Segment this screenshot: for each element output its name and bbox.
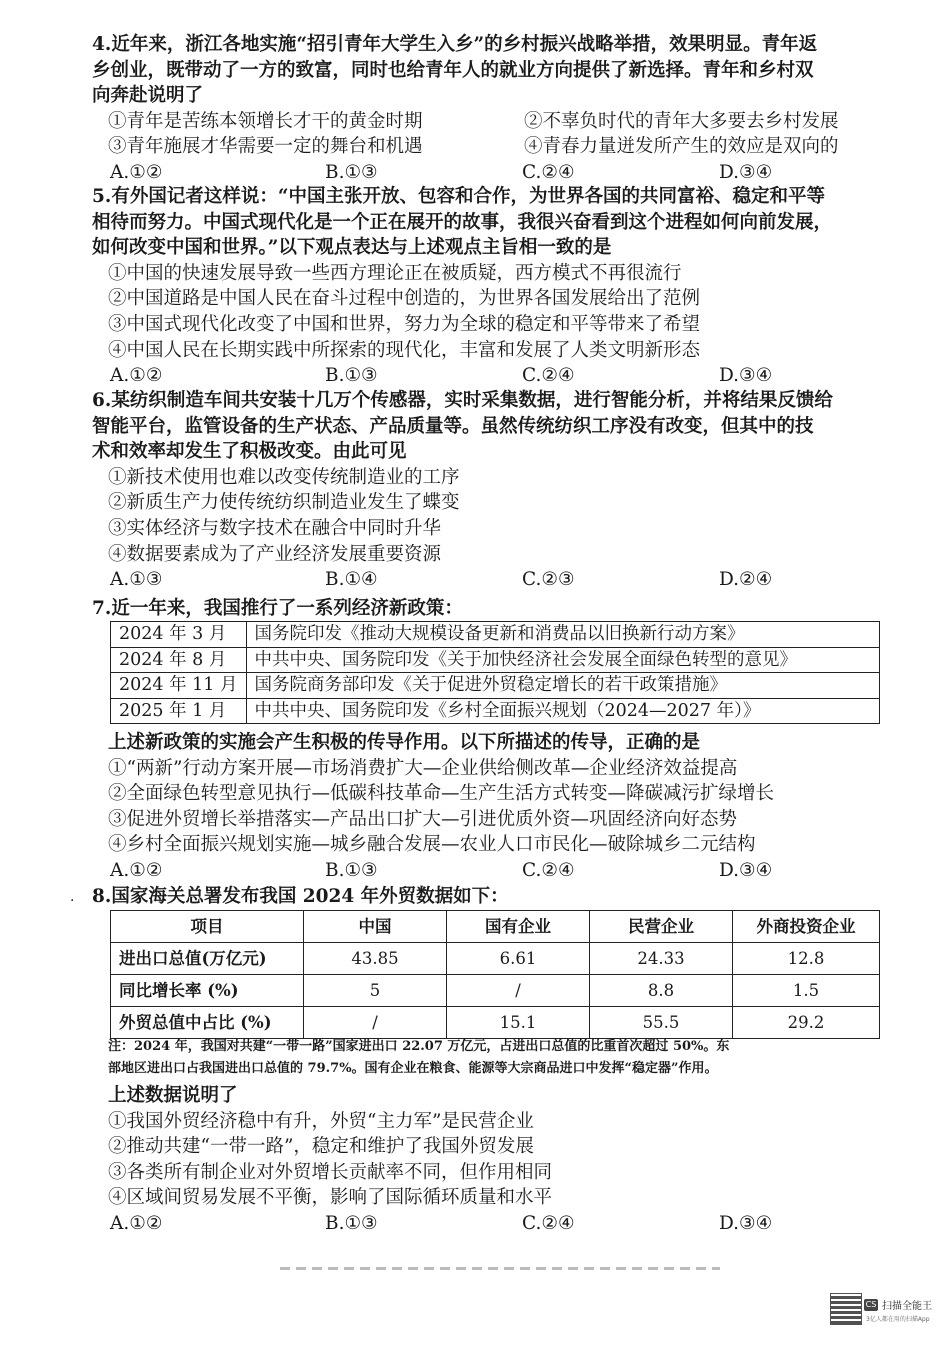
q4-stem-line: 乡创业，既带动了一方的致富，同时也给青年人的就业方向提供了新选择。青年和乡村双 <box>92 59 814 81</box>
question-8 <box>92 884 892 910</box>
q4-stem-line: 向奔赴说明了 <box>92 85 204 107</box>
policy-text: 国务院商务部印发《关于促进外贸稳定增长的若干政策措施》 <box>246 673 880 699</box>
q5-item-3: ③中国式现代化改变了中国和世界，努力为全球的稳定和平等带来了希望 <box>108 313 701 335</box>
table-cell: 24.33 <box>590 943 733 975</box>
table-header-row <box>111 911 880 943</box>
table-cell: 55.5 <box>590 1007 733 1039</box>
q4-options <box>92 160 892 186</box>
q4-item-4: ④青春力量迸发所产生的效应是双向的 <box>524 136 839 158</box>
q7-options <box>92 858 892 884</box>
q6-item-1: ①新技术使用也难以改变传统制造业的工序 <box>108 466 460 488</box>
q8-question: 上述数据说明了 <box>108 1085 238 1106</box>
table-row <box>111 698 880 724</box>
q7-stem: 7.近一年来，我国推行了一系列经济新政策： <box>92 598 463 619</box>
page-footer-faded <box>280 1263 720 1273</box>
table-cell: 15.1 <box>447 1007 590 1039</box>
q6-option-b: B.①④ <box>325 569 378 591</box>
table-cell: 5 <box>304 975 447 1007</box>
q7-item-3: ③促进外贸增长举措落实—产品出口扩大—引进优质外资—巩固经济向好态势 <box>108 808 738 830</box>
q4-items-row <box>92 134 892 160</box>
q7-item-4: ④乡村全面振兴规划实施—城乡融合发展—农业人口市民化—破除城乡二元结构 <box>108 834 756 856</box>
q5-option-b: B.①③ <box>325 365 378 387</box>
q8-trade-table <box>110 910 880 1039</box>
scanner-sublabel: 3亿人都在用的扫描App <box>866 1316 930 1323</box>
q8-option-b: B.①③ <box>325 1212 378 1234</box>
q5-option-a: A.①② <box>110 365 163 387</box>
q4-item-2: ②不辜负时代的青年大多要去乡村发展 <box>524 110 839 132</box>
q8-item-3: ③各类所有制企业对外贸增长贡献率不同，但作用相同 <box>108 1161 553 1183</box>
q6-item-2: ②新质生产力使传统纺织制造业发生了蝶变 <box>108 492 460 514</box>
q7-item-1: ①“两新”行动方案开展—市场消费扩大—企业供给侧改革—企业经济效益提高 <box>108 757 738 779</box>
q5-option-c: C.②④ <box>522 365 575 387</box>
q8-stem: 8.国家海关总署发布我国 2024 年外贸数据如下： <box>92 886 509 907</box>
q6-item-3: ③实体经济与数字技术在融合中同时升华 <box>108 517 442 539</box>
scanner-label: 扫描全能王 <box>882 1301 932 1312</box>
q5-item-4: ④中国人民在长期实践中所探索的现代化，丰富和发展了人类文明新形态 <box>108 339 701 361</box>
table-cell: 29.2 <box>733 1007 880 1039</box>
question-5 <box>92 184 892 389</box>
q7-option-d: D.③④ <box>719 859 773 881</box>
row-label: 进出口总值(万亿元) <box>111 943 304 975</box>
note-line: 注：2024 年，我国对共建“一带一路”国家进出口 22.07 万亿元，占进出口总值的比重首次超过 50%。东 <box>108 1039 730 1054</box>
q4-option-b: B.①③ <box>325 161 378 183</box>
q8-note <box>108 1036 888 1080</box>
q6-stem-line: 术和效率却发生了积极改变。由此可见 <box>92 441 407 463</box>
q5-stem-line: 相待而努力。中国式现代化是一个正在展开的故事，我很兴奋看到这个进程如何向前发展， <box>92 211 833 233</box>
question-4 <box>92 32 892 186</box>
table-cell: 43.85 <box>304 943 447 975</box>
row-label: 同比增长率 (%) <box>111 975 304 1007</box>
q5-option-d: D.③④ <box>719 365 773 387</box>
table-row <box>111 673 880 699</box>
note-line: 部地区进出口占我国进出口总值的 79.7%。国有企业在粮食、能源等大宗商品进口中发挥“稳定器”作用。 <box>108 1061 718 1076</box>
q4-option-c: C.②④ <box>522 161 575 183</box>
q7-question: 上述新政策的实施会产生积极的传导作用。以下所描述的传导，正确的是 <box>108 732 701 753</box>
q8-option-a: A.①② <box>110 1212 163 1234</box>
table-cell: / <box>447 975 590 1007</box>
q7-option-c: C.②④ <box>522 859 575 881</box>
policy-date: 2024 年 3 月 <box>111 622 247 648</box>
q8-option-c: C.②④ <box>522 1212 575 1234</box>
question-7-body <box>92 730 892 884</box>
policy-date: 2025 年 1 月 <box>111 698 247 724</box>
q8-options <box>92 1211 892 1237</box>
question-6 <box>92 388 892 593</box>
policy-text: 中共中央、国务院印发《乡村全面振兴规划（2024—2027 年）》 <box>246 698 880 724</box>
q4-stem-line: 4.近年来，浙江各地实施“招引青年大学生入乡”的乡村振兴战略举措，效果明显。青年返 <box>92 34 818 55</box>
stray-dot: · <box>70 893 75 909</box>
q7-option-a: A.①② <box>110 859 163 881</box>
table-cell: / <box>304 1007 447 1039</box>
q6-stem-line: 智能平台，监管设备的生产状态、产品质量等。虽然传统纺织工序没有改变，但其中的技 <box>92 415 814 437</box>
question-7 <box>92 596 892 622</box>
table-cell: 1.5 <box>733 975 880 1007</box>
q6-option-a: A.①③ <box>110 569 163 591</box>
table-cell: 8.8 <box>590 975 733 1007</box>
q4-option-d: D.③④ <box>719 161 773 183</box>
q5-stem-line: 如何改变中国和世界。”以下观点表达与上述观点主旨相一致的是 <box>92 237 612 259</box>
table-row <box>111 622 880 648</box>
q7-item-2: ②全面绿色转型意见执行—低碳科技革命—生产生活方式转变—降碳减污扩绿增长 <box>108 783 775 805</box>
q5-item-1: ①中国的快速发展导致一些西方理论正在被质疑，西方模式不再很流行 <box>108 262 682 284</box>
table-row <box>111 1007 880 1039</box>
qr-code-icon <box>830 1293 862 1325</box>
row-label: 外贸总值中占比 (%) <box>111 1007 304 1039</box>
q8-option-d: D.③④ <box>719 1212 773 1234</box>
table-row <box>111 975 880 1007</box>
policy-date: 2024 年 11 月 <box>111 673 247 699</box>
header-cell: 民营企业 <box>590 911 733 943</box>
table-cell: 6.61 <box>447 943 590 975</box>
q6-stem-line: 6.某纺织制造车间共安装十几万个传感器，实时采集数据，进行智能分析，并将结果反馈给 <box>92 390 833 411</box>
table-row <box>111 647 880 673</box>
q4-item-3: ③青年施展才华需要一定的舞台和机遇 <box>108 136 423 158</box>
policy-text: 中共中央、国务院印发《关于加快经济社会发展全面绿色转型的意见》 <box>246 647 880 673</box>
q8-item-4: ④区域间贸易发展不平衡，影响了国际循环质量和水平 <box>108 1187 553 1209</box>
question-8-body <box>92 1083 892 1237</box>
header-cell: 中国 <box>304 911 447 943</box>
q5-options <box>92 363 892 389</box>
policy-date: 2024 年 8 月 <box>111 647 247 673</box>
scanner-logo-icon: CS <box>865 1300 877 1309</box>
q5-item-2: ②中国道路是中国人民在奋斗过程中创造的，为世界各国发展给出了范例 <box>108 288 701 310</box>
q4-option-a: A.①② <box>110 161 163 183</box>
header-cell: 国有企业 <box>447 911 590 943</box>
table-cell: 12.8 <box>733 943 880 975</box>
q6-item-4: ④数据要素成为了产业经济发展重要资源 <box>108 543 442 565</box>
q6-option-c: C.②③ <box>522 569 575 591</box>
policy-text: 国务院印发《推动大规模设备更新和消费品以旧换新行动方案》 <box>246 622 880 648</box>
header-cell: 外商投资企业 <box>733 911 880 943</box>
q8-item-1: ①我国外贸经济稳中有升，外贸“主力军”是民营企业 <box>108 1110 534 1132</box>
table-row <box>111 943 880 975</box>
q8-item-2: ②推动共建“一带一路”，稳定和维护了我国外贸发展 <box>108 1136 534 1158</box>
scanner-watermark <box>830 1293 940 1333</box>
q6-options <box>92 567 892 593</box>
q4-items-row <box>92 109 892 135</box>
q6-option-d: D.②④ <box>719 569 773 591</box>
q5-stem-line: 5.有外国记者这样说：“中国主张开放、包容和合作，为世界各国的共同富裕、稳定和平等 <box>92 186 825 207</box>
q7-policy-table <box>110 621 880 724</box>
q4-item-1: ①青年是苦练本领增长才干的黄金时期 <box>108 110 423 132</box>
q7-option-b: B.①③ <box>325 859 378 881</box>
header-cell: 项目 <box>111 911 304 943</box>
